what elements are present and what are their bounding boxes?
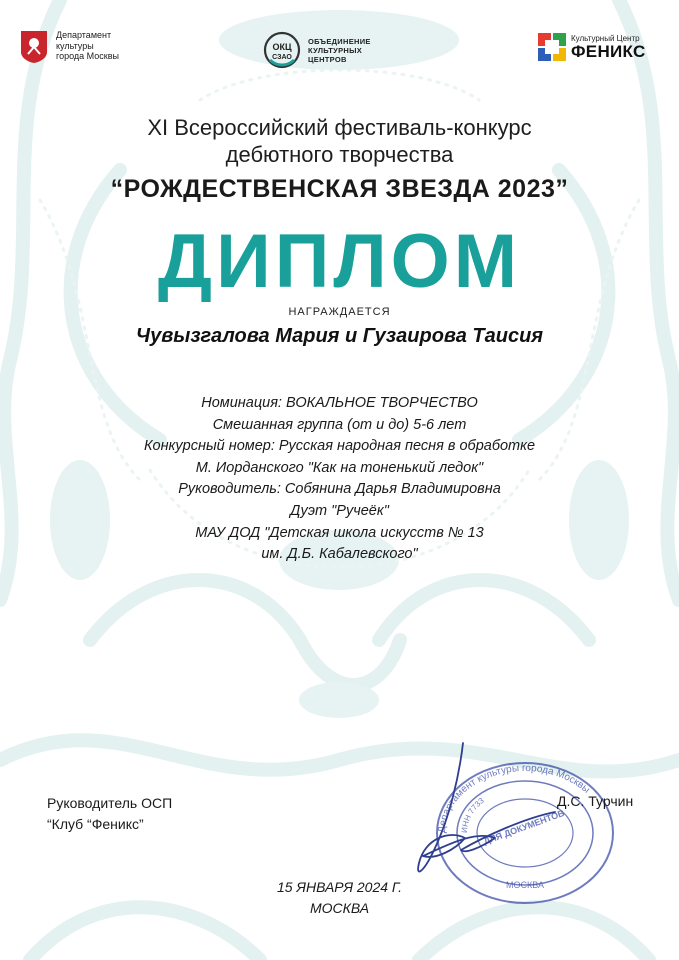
fenix-center-logo — [537, 32, 646, 62]
okc-logo-line-2: КУЛЬТУРНЫХ — [308, 45, 363, 55]
issue-city: МОСКВА — [309, 900, 370, 916]
fenix-logo-big: ФЕНИКС — [571, 41, 646, 61]
issue-date: 15 ЯНВАРЯ 2024 Г. — [276, 879, 403, 895]
issue-date-block — [0, 877, 679, 919]
stamp-outer-textpath: Департамент культуры города Москвы — [436, 762, 592, 834]
okc-logo-line-1: ОБЪЕДИНЕНИЕ — [308, 36, 371, 46]
stamp-center-text: ДЛЯ ДОКУМЕНТОВ — [482, 807, 566, 847]
okc-logo-line-3: ЦЕНТРОВ — [308, 54, 347, 64]
detail-teacher: Руководитель: Собянина Дарья Владимировна — [178, 481, 501, 498]
awarded-label: НАГРАЖДАЕТСЯ — [288, 306, 391, 318]
detail-performance-cont: М. Иорданского "Как на тоненький ледок" — [195, 459, 484, 476]
okc-badge-text-2: СЗАО — [272, 54, 292, 61]
stamp-inner-text — [460, 796, 486, 834]
moscow-crest-icon — [20, 30, 48, 64]
detail-group: Смешанная группа (от и до) 5-6 лет — [212, 416, 467, 433]
detail-school: МАУ ДОД "Детская школа искусств № 13 — [195, 524, 484, 541]
festival-title-line-1: XI Всероссийский фестиваль-конкурс — [147, 115, 532, 140]
okc-badge-icon — [262, 30, 302, 70]
detail-nomination: Номинация: ВОКАЛЬНОЕ ТВОРЧЕСТВО — [201, 395, 478, 411]
details-block — [0, 393, 679, 566]
signatory-role — [47, 793, 172, 835]
fenix-squares-icon — [537, 32, 567, 62]
okc-badge-text-1: ОКЦ — [272, 42, 292, 52]
recipient-names: Чувызгалова Мария и Гузаирова Таисия — [135, 325, 544, 347]
moscow-logo-line-3: города Москвы — [56, 51, 119, 61]
festival-name: “РОЖДЕСТВЕНСКАЯ ЗВЕЗДА 2023” — [110, 175, 569, 203]
detail-school-cont: им. Д.Б. Кабалевского" — [261, 546, 418, 563]
stamp-inner-textpath: ИНН 7733 — [459, 796, 486, 834]
festival-title — [0, 114, 679, 168]
handwritten-signature — [418, 743, 555, 872]
signatory-role-line-1: Руководитель ОСП — [47, 795, 173, 811]
moscow-culture-logo — [20, 30, 136, 64]
detail-ensemble: Дуэт "Ручеёк" — [290, 502, 389, 519]
okc-szao-logo — [262, 30, 371, 70]
festival-title-line-2: дебютного творчества — [225, 142, 454, 167]
stamp-city-text: МОСКВА — [506, 880, 544, 890]
signatory-name: Д.С. Турчин — [557, 793, 634, 809]
signatory-role-line-2: “Клуб “Феникс” — [47, 816, 144, 832]
moscow-logo-line-1: Департамент — [56, 30, 112, 40]
diploma-heading: ДИПЛОМ — [157, 219, 522, 304]
detail-performance: Конкурсный номер: Русская народная песня в обработке — [143, 438, 536, 455]
moscow-logo-line-2: культуры — [56, 40, 94, 51]
fenix-logo-small: Культурный Центр — [571, 33, 640, 43]
